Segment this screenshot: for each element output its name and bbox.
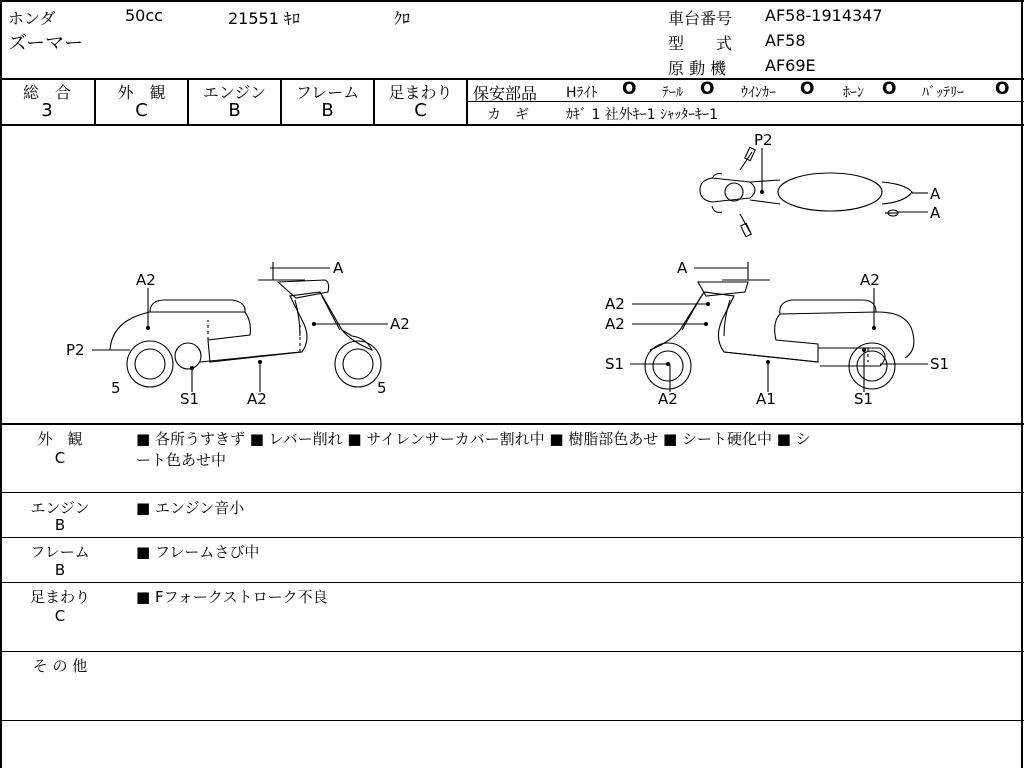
remarks-divider [0,537,1024,538]
type-value: AF58 [765,31,806,50]
diag-top-p2: P2 [754,131,773,149]
remarks-divider [0,492,1024,493]
remark-frame-category: フレーム [30,543,90,561]
displacement: 50cc [125,6,163,25]
safety-tail-mark: O [700,79,715,99]
remark-exterior-grade: C [54,449,66,467]
diag-left-a: A [333,259,344,277]
scooter-top-view [700,147,912,236]
grade-exterior-label: 外 観 [117,83,166,102]
safety-tail-label: ﾃｰﾙ [662,85,683,101]
remark-other-category: そ の 他 [32,657,88,675]
remarks-divider [0,720,1024,721]
diag-left-s1: S1 [180,390,200,408]
grade-suspension-label: 足まわり [388,83,453,102]
safety-headlight-label: Hﾗｲﾄ [566,85,598,101]
safety-title: 保安部品 [473,84,538,103]
grade-engine: B [228,100,241,121]
model-name: ズーマー [8,32,84,54]
diag-right-a2-seat: A2 [860,271,880,289]
remark-engine-grade: B [54,516,66,534]
engine-type: AF69E [765,56,816,75]
remark-suspension-category: 足まわり [29,588,90,606]
diag-top-a1: A [930,185,941,203]
diag-left-5-front: 5 [377,379,387,397]
frame-number: AF58-1914347 [765,6,883,25]
grade-total: 3 [41,100,53,121]
remark-exterior-text-1: ■ 各所うすきず ■ レバー削れ ■ サイレンサーカバー割れ中 ■ 樹脂部色あせ ■ シート硬化中 ■ シ [136,430,811,448]
maker: ホンダ [8,9,56,28]
diag-left-a2-seat: A2 [136,271,156,289]
diag-right-a2-wheel: A2 [658,390,678,408]
grade-suspension: C [414,100,427,121]
diag-left-5-rear: 5 [111,379,121,397]
diag-right-a: A [677,259,688,277]
remark-exterior-category: 外 観 [37,430,83,448]
key-value: ｶｷﾞ 1 社外ｷｰ1 ｼｬｯﾀｰｷｰ1 [566,107,719,123]
damage-diagram [0,126,1024,423]
safety-winker-mark: O [800,79,815,99]
remark-frame-grade: B [54,561,66,579]
diag-left-p2: P2 [66,341,85,359]
color: ｸﾛ [394,9,411,28]
safety-horn-mark: O [882,79,897,99]
grade-engine-label: エンジン [202,83,267,102]
remark-frame-text: ■ フレームさび中 [136,543,260,561]
type-label: 型 式 [668,34,733,53]
diag-right-a2-upper: A2 [605,295,625,313]
grade-exterior: C [135,100,148,121]
engine-type-label: 原 動 機 [668,59,727,78]
grade-total-label: 総 合 [22,83,71,102]
diag-right-a2-lower: A2 [605,315,625,333]
remarks-divider [0,651,1024,652]
grade-frame-label: フレーム [295,83,360,102]
remark-suspension-grade: C [54,607,66,625]
border-top [0,0,1024,2]
safety-battery-mark: O [995,79,1010,99]
safety-horn-label: ﾎｰﾝ [843,85,864,101]
safety-battery-label: ﾊﾞｯﾃﾘｰ [922,85,964,101]
frame-number-label: 車台番号 [668,9,733,28]
remark-exterior-text-2: ート色あせ中 [136,451,227,469]
diagram-bottom [0,423,1024,425]
remark-engine-text: ■ エンジン音小 [136,499,245,517]
diag-top-a2: A [930,204,941,222]
safety-winker-label: ｳｲﾝｶｰ [741,85,776,101]
diag-right-a1: A1 [756,390,776,408]
diag-left-a2-floor: A2 [247,390,267,408]
grade-divider [466,78,468,126]
diag-right-s1-rear: S1 [930,355,950,373]
diag-left-a2-front: A2 [390,315,410,333]
diag-right-s1-front: S1 [605,355,625,373]
diag-right-s1-muffler: S1 [854,390,874,408]
remark-suspension-text: ■ Fフォークストローク不良 [136,588,328,606]
key-label: カ ギ [487,107,529,123]
safety-headlight-mark: O [622,79,637,99]
leader-lines [92,148,928,392]
mileage: 21551 ｷﾛ [228,9,300,28]
remarks-divider [0,582,1024,583]
grade-frame: B [321,100,334,121]
remark-engine-category: エンジン [30,499,90,517]
